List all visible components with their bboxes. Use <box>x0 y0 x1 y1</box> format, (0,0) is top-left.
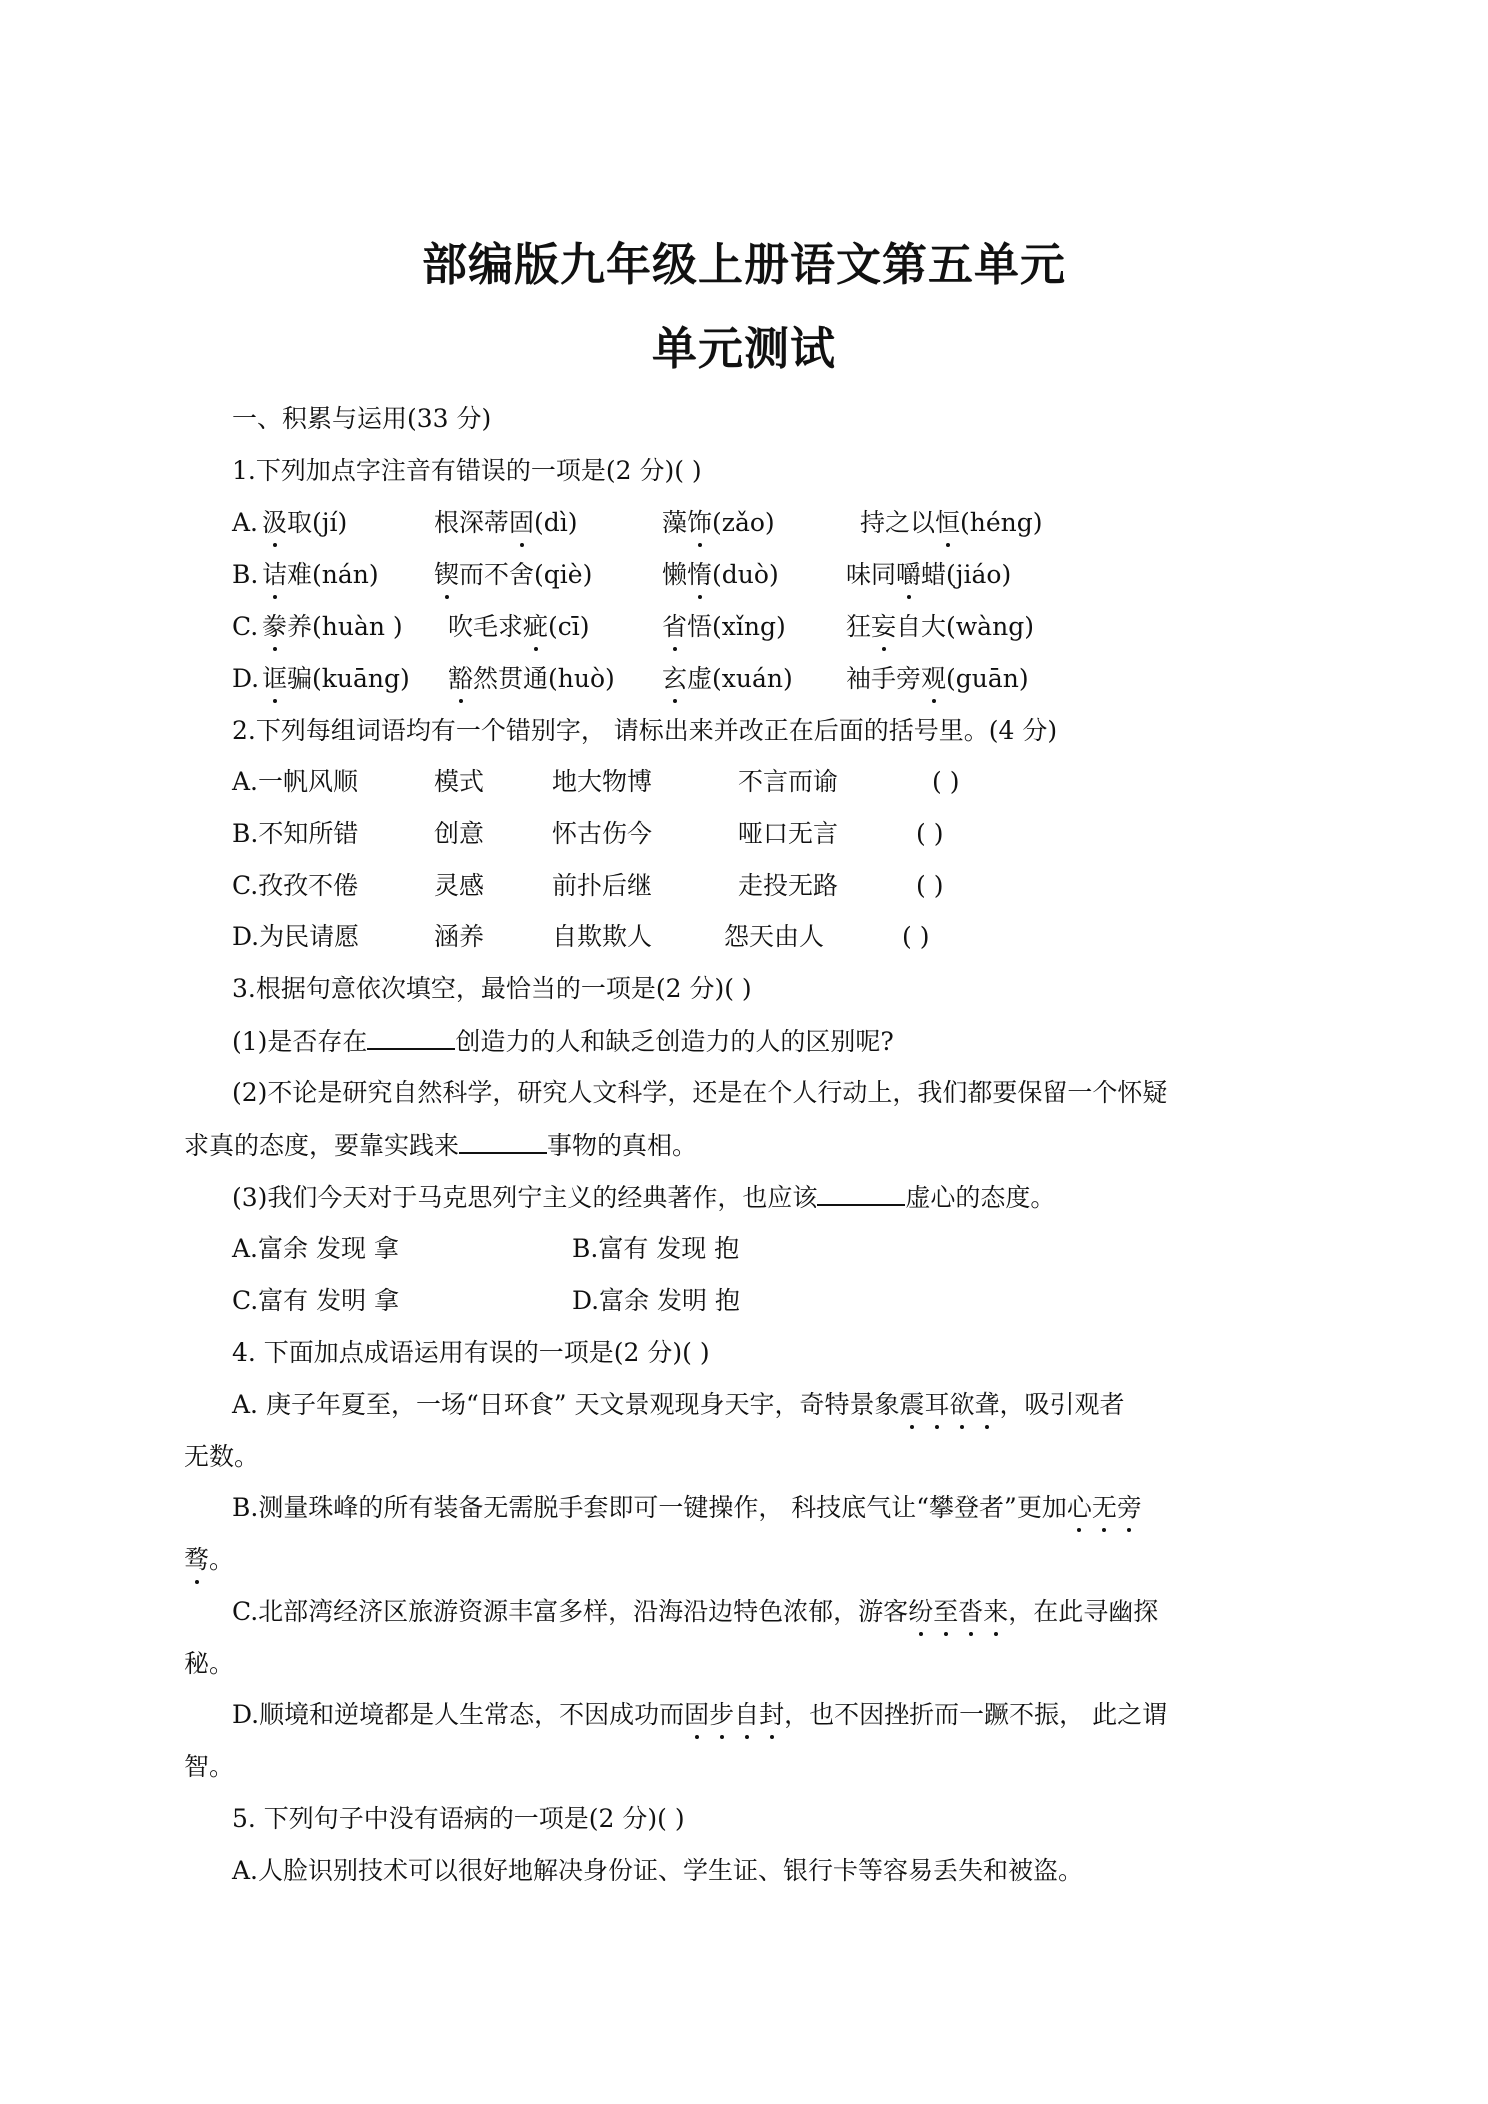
q2-c-word2: 灵感 <box>434 871 485 900</box>
q1-d-item1: 诓骗(kuāng) <box>262 664 410 693</box>
emphasis-char: 纷 <box>908 1597 934 1626</box>
q4-option-c-cont: 秘。 <box>184 1649 235 1678</box>
q2-d-word2: 涵养 <box>434 922 485 951</box>
q2-b-word4: 哑口无言 <box>738 819 839 848</box>
emphasis-char: 固 <box>684 1700 710 1729</box>
q4-option-a-cont: 无数。 <box>184 1442 260 1471</box>
q2-c-word4: 走投无路 <box>738 871 839 900</box>
q3-blank-2[interactable] <box>459 1130 547 1154</box>
q4-option-b-cont: 骛。 <box>184 1545 235 1574</box>
emphasis-char: 震 <box>899 1390 925 1419</box>
q2-d-answer-blank[interactable]: ( ) <box>902 922 930 951</box>
q4-option-b: B.测量珠峰的所有装备无需脱手套即可一键操作， 科技底气让“攀登者”更加心无旁 <box>232 1493 1142 1522</box>
page-subtitle: 单元测试 <box>651 322 836 375</box>
q3-option-b: B.富有 发现 抱 <box>572 1234 740 1263</box>
q3-option-a: A.富余 发现 拿 <box>232 1234 399 1263</box>
q2-a-word1: A.一帆风顺 <box>232 767 359 796</box>
q2-c-word1: C.孜孜不倦 <box>232 871 359 900</box>
q1-c-item1: 豢养(huàn ) <box>262 612 403 641</box>
q3-option-d: D.富余 发明 抱 <box>572 1286 740 1315</box>
q1-stem: 1.下列加点字注音有错误的一项是(2 分)( ) <box>232 456 702 485</box>
q2-stem: 2.下列每组词语均有一个错别字， 请标出来并改正在后面的括号里。(4 分) <box>232 716 1058 745</box>
q1-a-item2: 根深蒂固(dì) <box>434 508 578 537</box>
q3-sentence-3: (3)我们今天对于马克思列宁主义的经典著作，也应该 虚心的态度。 <box>232 1183 1056 1212</box>
q3-sentence-2-cont: 求真的态度，要靠实践来 事物的真相。 <box>184 1131 698 1160</box>
q4-option-d-cont: 智。 <box>184 1752 235 1781</box>
q5-option-a: A.人脸识别技术可以很好地解决身份证、学生证、银行卡等容易丢失和被盗。 <box>232 1856 1084 1885</box>
q1-c-item4: 狂妄自大(wàng) <box>846 612 1034 641</box>
page-title: 部编版九年级上册语文第五单元 <box>421 238 1066 291</box>
q1-c-item3: 省悟(xǐng) <box>662 612 786 641</box>
q2-a-word4: 不言而谕 <box>738 767 839 796</box>
q1-a-label: A. <box>232 508 259 537</box>
emphasis-char: 欲 <box>949 1390 975 1419</box>
emphasis-char: 封 <box>759 1700 785 1729</box>
q1-d-item3: 玄虚(xuán) <box>662 664 793 693</box>
q3-blank-1[interactable] <box>367 1026 455 1050</box>
q1-d-label: D. <box>232 664 260 693</box>
q2-a-word3: 地大物博 <box>552 767 653 796</box>
q2-b-word1: B.不知所错 <box>232 819 359 848</box>
q4-stem: 4. 下面加点成语运用有误的一项是(2 分)( ) <box>232 1338 710 1367</box>
q1-b-item1: 诘难(nán) <box>262 560 379 589</box>
q1-b-item2: 锲而不舍(qiè) <box>434 560 593 589</box>
q1-d-item2: 豁然贯通(huò) <box>448 664 615 693</box>
q2-c-word3: 前扑后继 <box>552 871 653 900</box>
q3-blank-3[interactable] <box>817 1182 905 1206</box>
q1-a-item1: 汲取(jí) <box>262 508 348 537</box>
q1-b-item4: 味同嚼蜡(jiáo) <box>846 560 1012 589</box>
emphasis-char: 聋 <box>974 1390 1000 1419</box>
q4-option-c: C.北部湾经济区旅游资源丰富多样，沿海沿边特色浓郁，游客纷至沓来，在此寻幽探 <box>232 1597 1159 1626</box>
q4-a-idiom <box>899 1390 999 1419</box>
q4-c-idiom <box>908 1597 1008 1626</box>
emphasis-char: 自 <box>734 1700 760 1729</box>
q3-sentence-1: (1)是否存在 创造力的人和缺乏创造力的人的区别呢? <box>232 1027 894 1056</box>
q2-a-word2: 模式 <box>434 767 485 796</box>
q4-d-idiom <box>684 1700 784 1729</box>
emphasis-char: 来 <box>983 1597 1009 1626</box>
q1-c-label: C. <box>232 612 259 641</box>
q1-b-label: B. <box>232 560 259 589</box>
q4-b-idiom-end: 骛 <box>184 1545 210 1574</box>
q2-d-word1: D.为民请愿 <box>232 922 360 951</box>
emphasis-char: 步 <box>709 1700 735 1729</box>
emphasis-char: 旁 <box>1116 1493 1142 1522</box>
q2-d-word4: 怨天由人 <box>724 922 825 951</box>
q4-option-a: A. 庚子年夏至，一场“日环食” 天文景观现身天宇，奇特景象震耳欲聋，吸引观者 <box>232 1390 1125 1419</box>
q2-b-word2: 创意 <box>434 819 485 848</box>
emphasis-char: 沓 <box>958 1597 984 1626</box>
q2-c-answer-blank[interactable]: ( ) <box>916 871 944 900</box>
q1-c-item2: 吹毛求疵(cī) <box>448 612 590 641</box>
q2-b-answer-blank[interactable]: ( ) <box>916 819 944 848</box>
q2-a-answer-blank[interactable]: ( ) <box>932 767 960 796</box>
q4-option-d: D.顺境和逆境都是人生常态，不因成功而固步自封，也不因挫折而一蹶不振， 此之谓 <box>232 1700 1168 1729</box>
q1-a-item3: 藻饰(zǎo) <box>662 508 775 537</box>
emphasis-char: 至 <box>933 1597 959 1626</box>
emphasis-char: 耳 <box>924 1390 950 1419</box>
q5-stem: 5. 下列句子中没有语病的一项是(2 分)( ) <box>232 1804 685 1833</box>
emphasis-char: 无 <box>1091 1493 1117 1522</box>
q3-option-c: C.富有 发明 拿 <box>232 1286 400 1315</box>
emphasis-char: 心 <box>1066 1493 1092 1522</box>
q1-b-item3: 懒惰(duò) <box>662 560 779 589</box>
q1-a-item4: 持之以恒(héng) <box>860 508 1043 537</box>
q2-b-word3: 怀古伤今 <box>552 819 653 848</box>
q4-b-idiom <box>1067 1493 1142 1522</box>
q3-stem: 3.根据句意依次填空，最恰当的一项是(2 分)( ) <box>232 974 752 1003</box>
q1-d-item4: 袖手旁观(guān) <box>846 664 1029 693</box>
q2-d-word3: 自欺欺人 <box>552 922 653 951</box>
section-heading: 一、积累与运用(33 分) <box>232 404 492 433</box>
q3-sentence-2: (2)不论是研究自然科学，研究人文科学，还是在个人行动上，我们都要保留一个怀疑 <box>232 1078 1168 1107</box>
